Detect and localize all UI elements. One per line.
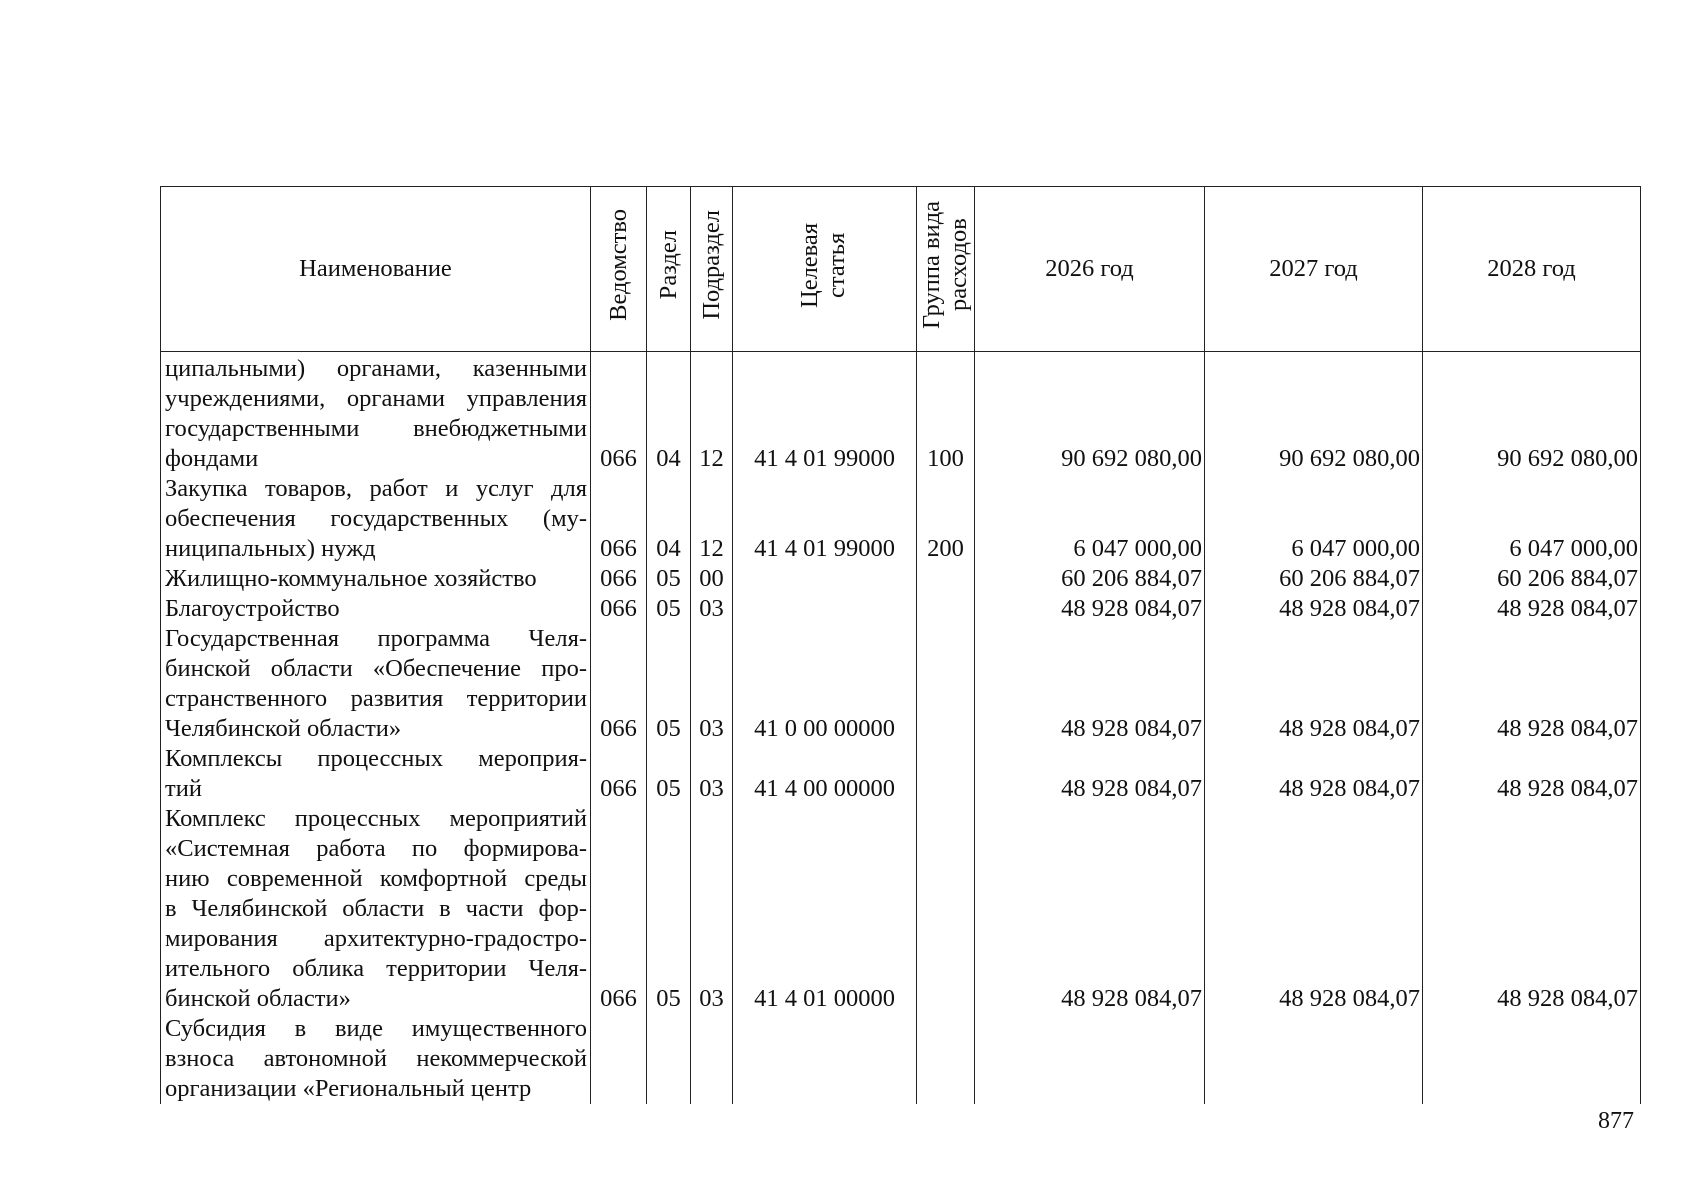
header-name: Наименование (161, 187, 591, 352)
cell-gruppa-vida-rashodov (917, 1014, 975, 1104)
cell-gruppa-vida-rashodov: 200 (917, 474, 975, 564)
cell-amount-2026: 60 206 884,07 (975, 564, 1205, 594)
cell-tselevaya-statya (733, 1014, 917, 1104)
cell-amount-2028: 48 928 084,07 (1423, 744, 1641, 804)
cell-amount-2027 (1205, 1014, 1423, 1104)
cell-razdel: 04 (647, 352, 691, 475)
cell-amount-2026: 6 047 000,00 (975, 474, 1205, 564)
table-row (161, 594, 1641, 624)
page-number: 877 (1598, 1108, 1634, 1134)
cell-amount-2027: 48 928 084,07 (1205, 594, 1423, 624)
cell-amount-2028: 48 928 084,07 (1423, 594, 1641, 624)
name-line: Субсидия в виде имущественного (165, 1015, 587, 1042)
cell-name (161, 1014, 591, 1104)
name-line: странственного развития территории (165, 685, 587, 712)
cell-amount-2028: 48 928 084,07 (1423, 624, 1641, 744)
name-line: в Челябинской области в части фор- (165, 895, 587, 922)
cell-amount-2027: 48 928 084,07 (1205, 624, 1423, 744)
name-line: государственными внебюджетными (165, 415, 587, 442)
name-line: бинской области «Обеспечение про- (165, 655, 587, 682)
cell-amount-2026: 48 928 084,07 (975, 804, 1205, 1014)
cell-vedomstvo: 066 (591, 352, 647, 475)
cell-gruppa-vida-rashodov (917, 594, 975, 624)
cell-amount-2028: 6 047 000,00 (1423, 474, 1641, 564)
cell-name (161, 744, 591, 804)
cell-razdel: 05 (647, 624, 691, 744)
name-line: ципальными) органами, казенными (165, 355, 587, 382)
cell-podrazdel: 03 (691, 804, 733, 1014)
cell-amount-2027: 48 928 084,07 (1205, 744, 1423, 804)
cell-tselevaya-statya: 41 4 01 99000 (733, 474, 917, 564)
cell-name (161, 594, 591, 624)
table-row (161, 1014, 1641, 1104)
name-line: бинской области» (165, 985, 351, 1012)
table-body (161, 352, 1641, 1105)
table-row (161, 474, 1641, 564)
cell-amount-2027: 60 206 884,07 (1205, 564, 1423, 594)
cell-gruppa-vida-rashodov: 100 (917, 352, 975, 475)
cell-gruppa-vida-rashodov (917, 624, 975, 744)
cell-amount-2028: 90 692 080,00 (1423, 352, 1641, 475)
cell-tselevaya-statya (733, 564, 917, 594)
cell-vedomstvo: 066 (591, 564, 647, 594)
cell-razdel: 05 (647, 804, 691, 1014)
cell-name (161, 624, 591, 744)
name-line: взноса автономной некоммерческой (165, 1045, 587, 1072)
cell-name (161, 804, 591, 1014)
cell-amount-2027: 90 692 080,00 (1205, 352, 1423, 475)
cell-name (161, 564, 591, 594)
name-line: тий (165, 775, 202, 802)
cell-razdel: 05 (647, 564, 691, 594)
cell-tselevaya-statya: 41 4 00 00000 (733, 744, 917, 804)
budget-table (160, 186, 1641, 1104)
name-line: ительного облика территории Челя- (165, 955, 587, 982)
name-line: мирования архитектурно-градостро- (165, 925, 587, 952)
header-gruppa-vida-rashodov: Группа вида расходов (917, 187, 975, 352)
cell-amount-2026: 48 928 084,07 (975, 744, 1205, 804)
name-line: Благоустройство (165, 595, 340, 622)
name-line: фондами (165, 445, 259, 472)
table-row (161, 744, 1641, 804)
table-row (161, 564, 1641, 594)
cell-razdel: 05 (647, 594, 691, 624)
cell-gruppa-vida-rashodov (917, 744, 975, 804)
cell-gruppa-vida-rashodov (917, 564, 975, 594)
cell-amount-2026 (975, 1014, 1205, 1104)
cell-razdel: 04 (647, 474, 691, 564)
header-vedomstvo: Ведомство (591, 187, 647, 352)
cell-amount-2026: 90 692 080,00 (975, 352, 1205, 475)
header-tselevaya-statya: Целевая статья (733, 187, 917, 352)
cell-podrazdel: 03 (691, 744, 733, 804)
name-line: организации «Региональный центр (165, 1075, 532, 1102)
name-line: учреждениями, органами управления (165, 385, 587, 412)
cell-amount-2028: 60 206 884,07 (1423, 564, 1641, 594)
cell-vedomstvo (591, 1014, 647, 1104)
name-line: «Системная работа по формирова- (165, 835, 587, 862)
cell-razdel: 05 (647, 744, 691, 804)
cell-podrazdel: 00 (691, 564, 733, 594)
cell-vedomstvo: 066 (591, 474, 647, 564)
cell-podrazdel: 03 (691, 594, 733, 624)
name-line: Комплексы процессных мероприя- (165, 745, 587, 772)
cell-tselevaya-statya (733, 594, 917, 624)
cell-name (161, 474, 591, 564)
name-line: Закупка товаров, работ и услуг для (165, 475, 587, 502)
cell-name (161, 352, 591, 475)
header-2026: 2026 год (975, 187, 1205, 352)
cell-podrazdel: 12 (691, 474, 733, 564)
name-line: Государственная программа Челя- (165, 625, 587, 652)
name-line: Комплекс процессных мероприятий (165, 805, 587, 832)
name-line: Челябинской области» (165, 715, 402, 742)
cell-amount-2027: 6 047 000,00 (1205, 474, 1423, 564)
cell-amount-2028 (1423, 1014, 1641, 1104)
name-line: ниципальных) нужд (165, 535, 376, 562)
cell-podrazdel: 03 (691, 624, 733, 744)
header-2027: 2027 год (1205, 187, 1423, 352)
cell-tselevaya-statya: 41 4 01 00000 (733, 804, 917, 1014)
cell-gruppa-vida-rashodov (917, 804, 975, 1014)
cell-podrazdel (691, 1014, 733, 1104)
cell-tselevaya-statya: 41 0 00 00000 (733, 624, 917, 744)
cell-razdel (647, 1014, 691, 1104)
cell-vedomstvo: 066 (591, 804, 647, 1014)
header-razdel: Раздел (647, 187, 691, 352)
cell-vedomstvo: 066 (591, 624, 647, 744)
header-row (161, 187, 1641, 352)
header-2028: 2028 год (1423, 187, 1641, 352)
cell-amount-2027: 48 928 084,07 (1205, 804, 1423, 1014)
table-row (161, 804, 1641, 1014)
cell-vedomstvo: 066 (591, 744, 647, 804)
table-row (161, 352, 1641, 475)
name-line: Жилищно-коммунальное хозяйство (165, 565, 537, 592)
table-row (161, 624, 1641, 744)
cell-tselevaya-statya: 41 4 01 99000 (733, 352, 917, 475)
cell-amount-2026: 48 928 084,07 (975, 624, 1205, 744)
name-line: обеспечения государственных (му- (165, 505, 587, 532)
cell-vedomstvo: 066 (591, 594, 647, 624)
name-line: нию современной комфортной среды (165, 865, 587, 892)
cell-amount-2026: 48 928 084,07 (975, 594, 1205, 624)
header-podrazdel: Подраздел (691, 187, 733, 352)
cell-amount-2028: 48 928 084,07 (1423, 804, 1641, 1014)
cell-podrazdel: 12 (691, 352, 733, 475)
